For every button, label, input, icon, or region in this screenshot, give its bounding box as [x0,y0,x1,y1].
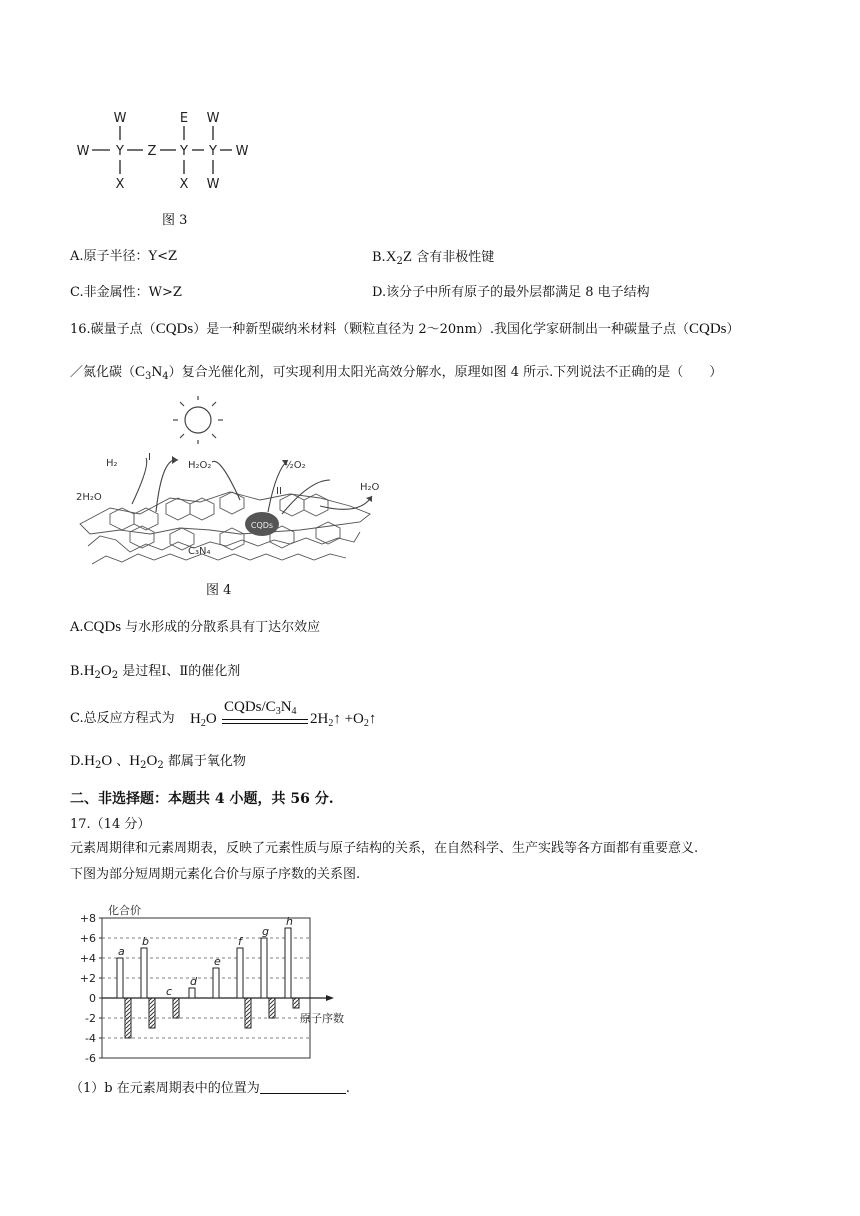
bar-negative-h [293,998,299,1008]
atom-z: Z [147,144,157,159]
bar-label-e: e [214,955,221,968]
equation-condition: CQDs/$C_3N_4$ [224,699,297,717]
cqds-label: CQDs [250,521,274,530]
figure-3-caption: 图 3 [162,213,188,228]
label-h2: H₂ [106,458,118,469]
bar-label-g: g [262,925,269,938]
label-half-o2: ½O₂ [284,460,306,471]
sun-icon [173,396,223,444]
y-axis-label: 化合价 [108,904,141,917]
bar-positive-e [213,968,219,998]
option-c-equation: $H_2O$ [190,711,217,729]
bar-label-a: a [118,945,125,958]
bar-label-f: f [238,935,242,948]
option-b: $B.H_2O_2$ 是过程Ⅰ、Ⅱ的催化剂 [70,663,241,681]
label-process-2: II [276,486,282,497]
label-h2o: H₂O [360,482,380,493]
bar-positive-h [285,928,291,998]
y-tick-label: +2 [79,972,96,985]
equation-products: $2H_2↑$ $+O_2↑$ [310,711,377,729]
y-tick-label: -2 [85,1012,96,1025]
valence-chart [70,900,350,1070]
figure-4-caption: 图 4 [206,583,232,598]
x-axis-arrow [326,995,334,1001]
atom-x: X [179,177,189,192]
chart-frame [102,918,310,1058]
question-17-sub-1: （1）b 在元素周期表中的位置为 . [70,1081,350,1096]
label-h2o2: H₂O₂ [188,460,212,471]
y-tick-label: -4 [85,1032,96,1045]
bar-label-h: h [286,915,293,928]
atom-e: E [179,111,189,126]
label-process-1: I [148,452,151,463]
option-d: D.该分子中所有原子的最外层都满足 8 电子结构 [372,285,650,300]
bar-positive-g [261,938,267,998]
figure-4-diagram [70,396,410,576]
x-axis-label: 原子序数 [300,1012,344,1025]
atom-y: Y [180,144,188,159]
atom-w: W [235,144,249,159]
bar-positive-a [117,958,123,998]
question-17-paragraph-1: 元素周期律和元素周期表，反映了元素性质与原子结构的关系，在自然科学、生产实践等各方面都有重要意义. [70,841,699,856]
y-tick-label: 0 [89,992,96,1005]
question-16-line-1: 16.碳量子点（CQDs）是一种新型碳纳米材料（颗粒直径为 2～20nm）.我国化学家研制出一种碳量子点（CQDs） [70,321,740,337]
bar-label-c: c [166,985,173,998]
question-16-line-2: ／氮化碳$(C_3N_4)$复合光催化剂，可实现利用太阳光高效分解水，原理如图 4 所示.下列说法不正确的是（ ） [70,364,723,382]
bar-negative-c [173,998,179,1018]
atom-x: X [115,177,125,192]
bar-positive-b [141,948,147,998]
atom-y: Y [209,144,217,159]
atom-w: W [206,177,220,192]
bar-label-d: d [190,975,197,988]
option-c: C.非金属性：W>Z [70,285,182,300]
option-b: $B.X_2Z$ 含有非极性键 [372,249,495,267]
question-17-number: 17.（14 分） [70,817,151,832]
y-tick-label: +6 [79,932,96,945]
question-17-paragraph-2: 下图为部分短周期元素化合价与原子序数的关系图. [70,867,361,882]
figure-3-structure [70,104,270,200]
atom-w: W [76,144,90,159]
y-tick-label: +4 [79,952,96,965]
bar-positive-d [189,988,195,998]
label-c3n4: C₃N₄ [188,546,211,557]
atom-w: W [206,111,220,126]
bar-positive-f [237,948,243,998]
label-2h2o: 2H₂O [76,492,102,503]
bar-negative-f [245,998,251,1028]
bar-negative-a [125,998,131,1038]
section-heading: 二、非选择题：本题共 4 小题，共 56 分. [70,791,334,807]
option-a: A.CQDs 与水形成的分散系具有丁达尔效应 [70,619,321,635]
atom-w: W [113,111,127,126]
option-d: $D.H_2O$ 、$H_2O_2$ 都属于氧化物 [70,753,246,771]
equation-equals-sign [222,719,308,724]
bar-negative-b [149,998,155,1028]
bar-negative-g [269,998,275,1018]
y-tick-label: -6 [85,1052,96,1065]
atom-y: Y [116,144,124,159]
y-tick-label: +8 [79,912,96,925]
option-c-prefix: C.总反应方程式为 [70,711,175,726]
bar-label-b: b [142,935,149,948]
option-a: A.原子半径：Y<Z [70,249,178,264]
answer-blank[interactable] [260,1081,346,1094]
